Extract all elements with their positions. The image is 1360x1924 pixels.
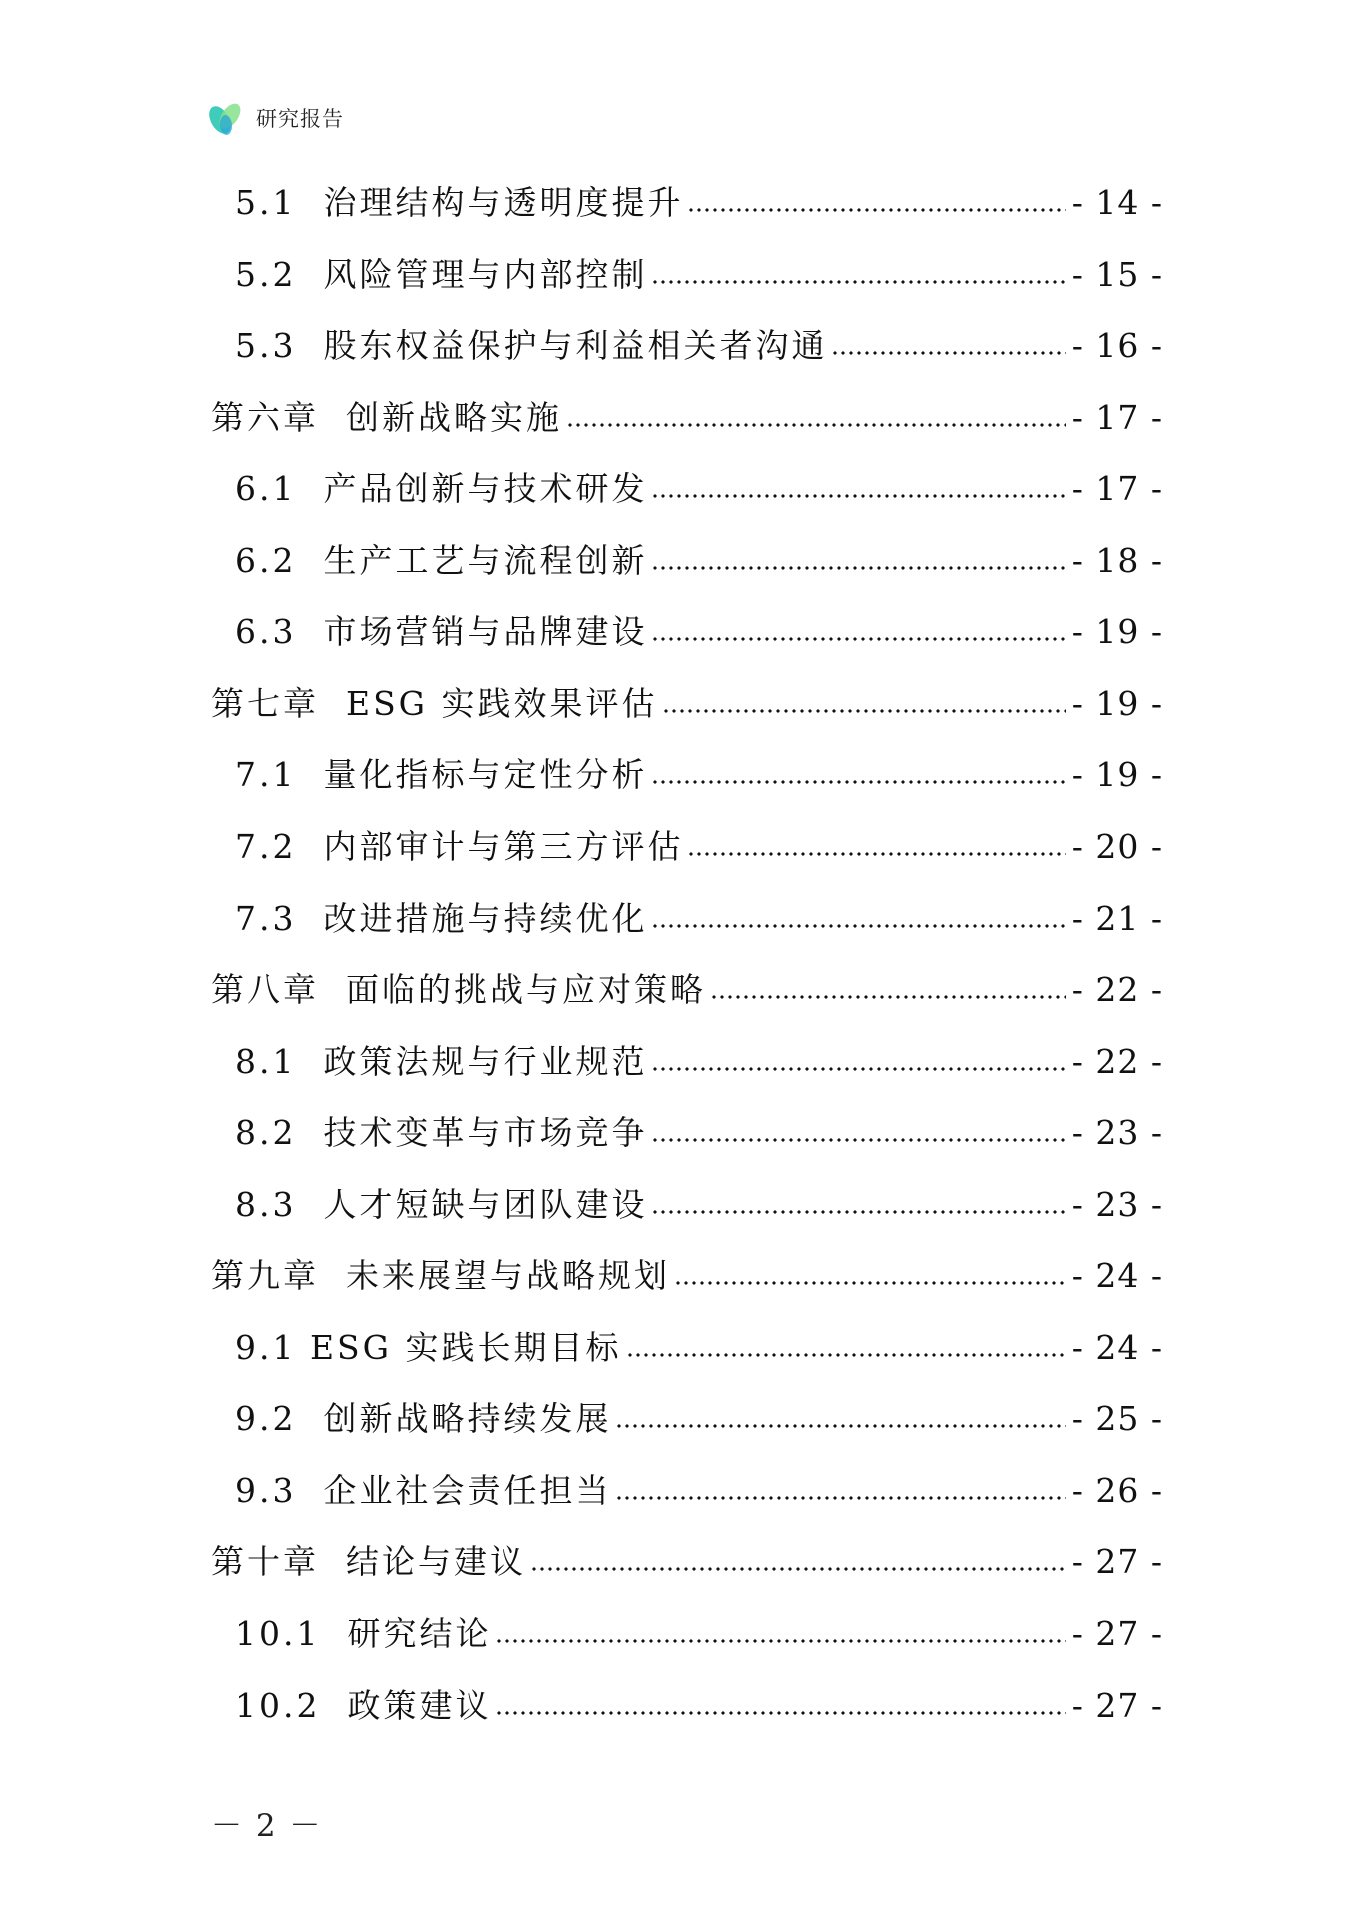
toc-entry-title: 6.3 市场营销与品牌建设 bbox=[235, 612, 648, 651]
toc-chapter-entry[interactable] bbox=[211, 393, 1163, 443]
toc-entry-title: 第六章 创新战略实施 bbox=[211, 398, 562, 437]
toc-entry-page: - 15 - bbox=[1071, 255, 1163, 294]
toc-entry-page: - 26 - bbox=[1071, 1471, 1163, 1510]
toc-entry-page: - 14 - bbox=[1071, 183, 1163, 222]
toc-entry-page: - 27 - bbox=[1071, 1542, 1163, 1581]
toc-entry-page: - 22 - bbox=[1071, 1042, 1163, 1081]
toc-entry-title: 8.1 政策法规与行业规范 bbox=[235, 1042, 648, 1081]
dot-leader bbox=[651, 566, 1065, 570]
toc-entry-title: 5.2 风险管理与内部控制 bbox=[235, 255, 648, 294]
toc-section-entry[interactable] bbox=[235, 750, 1163, 800]
dot-leader bbox=[831, 351, 1065, 355]
toc-entry-title: 6.2 生产工艺与流程创新 bbox=[235, 541, 648, 580]
toc-section-entry[interactable] bbox=[235, 822, 1163, 872]
dot-leader bbox=[495, 1711, 1065, 1715]
toc-entry-page: - 19 - bbox=[1071, 755, 1163, 794]
toc-entry-page: - 17 - bbox=[1071, 398, 1163, 437]
dot-leader bbox=[615, 1496, 1065, 1500]
toc-entry-title: 9.1 ESG 实践长期目标 bbox=[235, 1328, 622, 1367]
toc-entry-page: - 23 - bbox=[1071, 1185, 1163, 1224]
toc-entry-title: 9.3 企业社会责任担当 bbox=[235, 1471, 612, 1510]
toc-section-entry[interactable] bbox=[235, 1323, 1163, 1373]
toc-chapter-entry[interactable] bbox=[211, 679, 1163, 729]
dot-leader bbox=[651, 1067, 1065, 1071]
toc-chapter-entry[interactable] bbox=[211, 1537, 1163, 1587]
toc-entry-page: - 22 - bbox=[1071, 970, 1163, 1009]
dot-leader bbox=[530, 1567, 1066, 1571]
research-leaf-logo-icon bbox=[206, 98, 246, 138]
toc-section-entry[interactable] bbox=[235, 1180, 1163, 1230]
toc-section-entry[interactable] bbox=[235, 464, 1163, 514]
dot-leader bbox=[495, 1639, 1065, 1643]
dot-leader bbox=[662, 709, 1066, 713]
toc-entry-page: - 20 - bbox=[1071, 827, 1163, 866]
toc-entry-page: - 27 - bbox=[1071, 1614, 1163, 1653]
toc-entry-title: 10.1 研究结论 bbox=[235, 1614, 492, 1653]
dot-leader bbox=[710, 995, 1066, 999]
toc-entry-page: - 23 - bbox=[1071, 1113, 1163, 1152]
toc-section-entry[interactable] bbox=[235, 1037, 1163, 1087]
toc-entry-page: - 21 - bbox=[1071, 899, 1163, 938]
toc-entry-title: 第八章 面临的挑战与应对策略 bbox=[211, 970, 706, 1009]
toc-entry-title: 7.3 改进措施与持续优化 bbox=[235, 899, 648, 938]
toc-entry-title: 5.1 治理结构与透明度提升 bbox=[235, 183, 684, 222]
dot-leader bbox=[651, 780, 1065, 784]
toc-entry-title: 9.2 创新战略持续发展 bbox=[235, 1399, 612, 1438]
toc-entry-page: - 24 - bbox=[1071, 1256, 1163, 1295]
dot-leader bbox=[626, 1353, 1066, 1357]
toc-section-entry[interactable] bbox=[235, 250, 1163, 300]
toc-entry-title: 6.1 产品创新与技术研发 bbox=[235, 469, 648, 508]
toc-entry-title: 第九章 未来展望与战略规划 bbox=[211, 1256, 670, 1295]
dot-leader bbox=[687, 852, 1065, 856]
toc-chapter-entry[interactable] bbox=[211, 965, 1163, 1015]
toc-entry-title: 8.2 技术变革与市场竞争 bbox=[235, 1113, 648, 1152]
toc-entry-page: - 18 - bbox=[1071, 541, 1163, 580]
dot-leader bbox=[615, 1424, 1065, 1428]
dot-leader bbox=[566, 423, 1066, 427]
page-number: － 2 － bbox=[211, 1808, 323, 1844]
toc-entry-page: - 24 - bbox=[1071, 1328, 1163, 1367]
toc-entry-page: - 25 - bbox=[1071, 1399, 1163, 1438]
toc-entry-title: 8.3 人才短缺与团队建设 bbox=[235, 1185, 648, 1224]
toc-entry-page: - 27 - bbox=[1071, 1686, 1163, 1725]
toc-entry-page: - 17 - bbox=[1071, 469, 1163, 508]
toc-section-entry[interactable] bbox=[235, 1609, 1163, 1659]
dot-leader bbox=[651, 924, 1065, 928]
toc-section-entry[interactable] bbox=[235, 1108, 1163, 1158]
toc-entry-page: - 16 - bbox=[1071, 326, 1163, 365]
dot-leader bbox=[651, 280, 1065, 284]
document-header bbox=[206, 96, 344, 140]
dot-leader bbox=[674, 1281, 1066, 1285]
toc-section-entry[interactable] bbox=[235, 1466, 1163, 1516]
toc-section-entry[interactable] bbox=[235, 1394, 1163, 1444]
toc-section-entry[interactable] bbox=[235, 178, 1163, 228]
toc-entry-title: 7.1 量化指标与定性分析 bbox=[235, 755, 648, 794]
dot-leader bbox=[687, 208, 1065, 212]
toc-chapter-entry[interactable] bbox=[211, 1251, 1163, 1301]
header-title: 研究报告 bbox=[256, 107, 344, 131]
dot-leader bbox=[651, 637, 1065, 641]
toc-entry-title: 10.2 政策建议 bbox=[235, 1686, 492, 1725]
toc-section-entry[interactable] bbox=[235, 894, 1163, 944]
toc-entry-page: - 19 - bbox=[1071, 684, 1163, 723]
toc-section-entry[interactable] bbox=[235, 321, 1163, 371]
toc-entry-title: 第七章 ESG 实践效果评估 bbox=[211, 684, 658, 723]
dot-leader bbox=[651, 1138, 1065, 1142]
toc-entry-title: 第十章 结论与建议 bbox=[211, 1542, 526, 1581]
toc-section-entry[interactable] bbox=[235, 1681, 1163, 1731]
toc-section-entry[interactable] bbox=[235, 536, 1163, 586]
dot-leader bbox=[651, 1210, 1065, 1214]
toc-entry-title: 7.2 内部审计与第三方评估 bbox=[235, 827, 684, 866]
dot-leader bbox=[651, 494, 1065, 498]
toc-entry-title: 5.3 股东权益保护与利益相关者沟通 bbox=[235, 326, 828, 365]
toc-entry-page: - 19 - bbox=[1071, 612, 1163, 651]
toc-section-entry[interactable] bbox=[235, 607, 1163, 657]
